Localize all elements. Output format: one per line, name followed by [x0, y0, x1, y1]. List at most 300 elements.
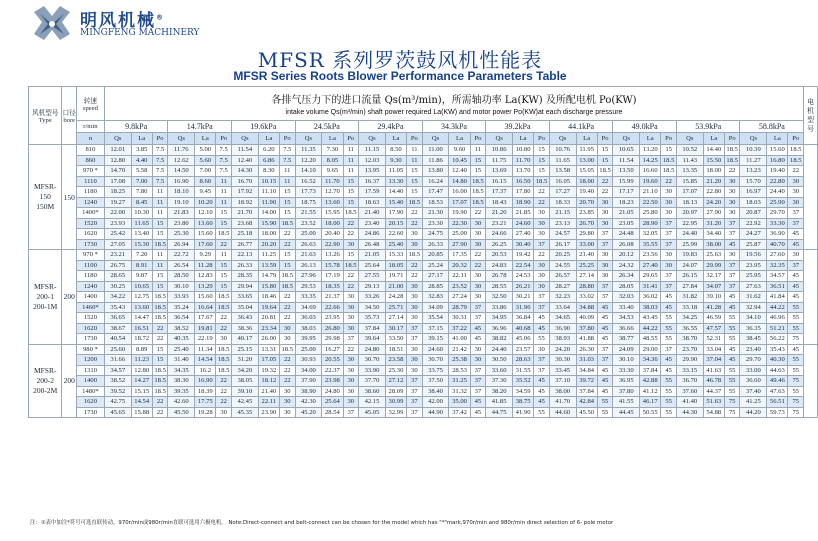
- po-cell: 22: [216, 239, 232, 250]
- po-cell: 37: [788, 218, 804, 229]
- po-cell: 37: [724, 229, 740, 240]
- po-cell: 55: [724, 386, 740, 397]
- la-cell: 27.12: [385, 376, 406, 387]
- qs-cell: 38.30: [168, 376, 195, 387]
- la-cell: 20.32: [449, 260, 470, 271]
- qs-cell: 24.32: [613, 260, 640, 271]
- la-cell: 36.02: [640, 292, 661, 303]
- po-cell: 15: [279, 187, 295, 198]
- qs-cell: 11.65: [549, 155, 576, 166]
- table-row: [29, 302, 818, 313]
- header-pressure: 53.9kPa: [676, 121, 740, 133]
- po-cell: 22: [152, 334, 168, 345]
- po-cell: 15: [152, 281, 168, 292]
- la-cell: 13.60: [195, 218, 216, 229]
- la-cell: 41.28: [703, 302, 724, 313]
- po-cell: 22: [216, 376, 232, 387]
- qs-cell: 41.70: [549, 397, 576, 408]
- po-cell: 37: [788, 208, 804, 219]
- la-cell: 24.20: [703, 197, 724, 208]
- speed-cell: 1400*: [76, 208, 104, 219]
- la-cell: 11.90: [258, 197, 279, 208]
- qs-cell: 22.92: [740, 218, 767, 229]
- qs-cell: 18.03: [740, 197, 767, 208]
- qs-cell: 25.87: [740, 239, 767, 250]
- qs-cell: 29.90: [676, 355, 703, 366]
- po-cell: 18.5: [724, 145, 740, 156]
- la-cell: 12.83: [195, 271, 216, 282]
- po-cell: 18.5: [216, 292, 232, 303]
- model-name-line: 200-1: [36, 291, 54, 301]
- po-cell: 45: [661, 302, 677, 313]
- po-cell: 37: [343, 407, 359, 418]
- po-cell: 15: [152, 229, 168, 240]
- po-cell: 22: [534, 250, 550, 261]
- table-row: [29, 155, 818, 166]
- la-cell: 15.88: [131, 407, 152, 418]
- la-cell: 34.40: [703, 229, 724, 240]
- la-cell: 11.70: [322, 176, 343, 187]
- qs-cell: 25.60: [104, 344, 131, 355]
- qs-cell: 33.60: [486, 365, 513, 376]
- la-cell: 25.38: [449, 355, 470, 366]
- qs-cell: 25.64: [359, 260, 386, 271]
- po-cell: 45: [724, 302, 740, 313]
- qs-cell: 38.52: [104, 376, 131, 387]
- la-cell: 9.29: [195, 250, 216, 261]
- po-cell: 22: [470, 208, 486, 219]
- po-cell: 18.5: [152, 376, 168, 387]
- po-cell: 18.5: [343, 260, 359, 271]
- po-cell: 11: [152, 187, 168, 198]
- header-qs: Qs: [104, 133, 131, 145]
- la-cell: 46.96: [767, 313, 788, 324]
- model-name-line: MFSR-: [33, 365, 57, 375]
- po-cell: 22: [216, 386, 232, 397]
- qs-cell: 36.95: [613, 376, 640, 387]
- po-cell: 22: [661, 176, 677, 187]
- qs-cell: 38.52: [168, 323, 195, 334]
- qs-cell: 21.05: [359, 250, 386, 261]
- qs-cell: 34.10: [740, 313, 767, 324]
- speed-cell: 1730: [76, 334, 104, 345]
- la-cell: 23.58: [385, 355, 406, 366]
- la-cell: 8.45: [131, 197, 152, 208]
- qs-cell: 28.50: [168, 271, 195, 282]
- qs-cell: 25.40: [168, 344, 195, 355]
- po-cell: 18.5: [407, 250, 423, 261]
- qs-cell: 20.87: [740, 208, 767, 219]
- side-blank-cell: [804, 145, 818, 250]
- la-cell: 41.00: [449, 334, 470, 345]
- qs-cell: 23.13: [549, 218, 576, 229]
- speed-cell: 1310: [76, 365, 104, 376]
- po-cell: 22: [279, 239, 295, 250]
- la-cell: 22.11: [258, 397, 279, 408]
- po-cell: 18.5: [788, 155, 804, 166]
- header-la: La: [703, 133, 724, 145]
- qs-cell: 33.90: [359, 365, 386, 376]
- qs-cell: 30.70: [359, 355, 386, 366]
- header-qs: Qs: [168, 133, 195, 145]
- la-cell: 13.29: [195, 281, 216, 292]
- qs-cell: 39.15: [422, 334, 449, 345]
- la-cell: 13.59: [258, 260, 279, 271]
- po-cell: 18.5: [534, 176, 550, 187]
- speed-cell: 1620: [76, 229, 104, 240]
- qs-cell: 38.77: [613, 334, 640, 345]
- qs-cell: 32.23: [549, 292, 576, 303]
- la-cell: 8.60: [195, 176, 216, 187]
- la-cell: 30.21: [513, 292, 534, 303]
- qs-cell: 17.59: [359, 187, 386, 198]
- qs-cell: 21.40: [359, 208, 386, 219]
- po-cell: 37: [597, 292, 613, 303]
- la-cell: 21.10: [640, 187, 661, 198]
- po-cell: 7.5: [216, 166, 232, 177]
- qs-cell: 36.60: [740, 376, 767, 387]
- po-cell: 30: [407, 365, 423, 376]
- la-cell: 11.34: [195, 344, 216, 355]
- la-cell: 31.96: [513, 302, 534, 313]
- header-bore-en: bore: [63, 117, 76, 124]
- po-cell: 15: [152, 355, 168, 366]
- qs-cell: 39.35: [168, 386, 195, 397]
- la-cell: 37.84: [576, 386, 597, 397]
- header-la: La: [385, 133, 406, 145]
- qs-cell: 33.30: [613, 365, 640, 376]
- qs-cell: 18.63: [359, 197, 386, 208]
- la-cell: 37.42: [449, 407, 470, 418]
- la-cell: 13.00: [576, 155, 597, 166]
- la-cell: 38.03: [640, 302, 661, 313]
- la-cell: 7.30: [322, 145, 343, 156]
- la-cell: 33.50: [385, 334, 406, 345]
- bore-cell: 200: [62, 250, 77, 345]
- po-cell: 11: [279, 176, 295, 187]
- la-cell: 9.87: [131, 271, 152, 282]
- po-cell: 37: [724, 271, 740, 282]
- po-cell: 15: [407, 187, 423, 198]
- la-cell: 35.55: [640, 239, 661, 250]
- speed-cell: 970 *: [76, 166, 104, 177]
- po-cell: 15: [343, 197, 359, 208]
- qs-cell: 45.65: [104, 407, 131, 418]
- po-cell: 15: [279, 208, 295, 219]
- po-cell: 15: [343, 250, 359, 261]
- qs-cell: 33.18: [676, 302, 703, 313]
- la-cell: 12.40: [449, 166, 470, 177]
- qs-cell: 12.03: [359, 155, 386, 166]
- po-cell: 37: [597, 239, 613, 250]
- po-cell: 55: [724, 313, 740, 324]
- po-cell: 75: [788, 397, 804, 408]
- qs-cell: 41.55: [613, 397, 640, 408]
- la-cell: 13.30: [385, 176, 406, 187]
- la-cell: 23.57: [513, 344, 534, 355]
- la-cell: 20.40: [322, 229, 343, 240]
- qs-cell: 36.54: [168, 313, 195, 324]
- po-cell: 45: [597, 386, 613, 397]
- speed-cell: 1620: [76, 323, 104, 334]
- po-cell: 30: [279, 397, 295, 408]
- la-cell: 10.30: [131, 208, 152, 219]
- po-cell: 30: [216, 407, 232, 418]
- po-cell: 55: [534, 334, 550, 345]
- la-cell: 43.45: [640, 313, 661, 324]
- la-cell: 34.59: [513, 386, 534, 397]
- po-cell: 11: [152, 260, 168, 271]
- qs-cell: 27.05: [104, 239, 131, 250]
- po-cell: 15: [279, 260, 295, 271]
- la-cell: 15.50: [703, 155, 724, 166]
- header-pressure: 44.1kPa: [549, 121, 613, 133]
- qs-cell: 15.85: [676, 176, 703, 187]
- qs-cell: 10.76: [549, 145, 576, 156]
- la-cell: 17.75: [195, 397, 216, 408]
- la-cell: 41.63: [703, 365, 724, 376]
- qs-cell: 33.75: [422, 365, 449, 376]
- la-cell: 45.06: [513, 334, 534, 345]
- po-cell: 37: [534, 302, 550, 313]
- la-cell: 18.12: [258, 376, 279, 387]
- la-cell: 19.28: [195, 407, 216, 418]
- la-cell: 27.40: [513, 229, 534, 240]
- po-cell: 30: [788, 250, 804, 261]
- la-cell: 25.30: [385, 365, 406, 376]
- qs-cell: 34.00: [295, 365, 322, 376]
- po-cell: 15: [407, 166, 423, 177]
- la-cell: 12.10: [195, 208, 216, 219]
- page-title-en: MFSR Series Roots Blower Performance Parameters Table: [233, 69, 567, 83]
- la-cell: 13.40: [131, 229, 152, 240]
- header-po: Po: [788, 133, 804, 145]
- la-cell: 14.27: [131, 376, 152, 387]
- qs-cell: 32.94: [740, 302, 767, 313]
- la-cell: 18.46: [258, 292, 279, 303]
- po-cell: 37: [470, 302, 486, 313]
- qs-cell: 42.60: [168, 397, 195, 408]
- la-cell: 20.55: [322, 355, 343, 366]
- po-cell: 7.5: [152, 145, 168, 156]
- header-qs: Qs: [231, 133, 258, 145]
- qs-cell: 36.70: [676, 376, 703, 387]
- qs-cell: 18.43: [486, 197, 513, 208]
- qs-cell: 26.77: [231, 239, 258, 250]
- po-cell: 11: [343, 166, 359, 177]
- po-cell: 37: [534, 355, 550, 366]
- qs-cell: 23.95: [740, 260, 767, 271]
- po-cell: 15: [216, 281, 232, 292]
- la-cell: 14.47: [131, 313, 152, 324]
- qs-cell: 24.60: [422, 344, 449, 355]
- header-speed-cn: 转速: [83, 98, 97, 105]
- la-cell: 10.20: [195, 197, 216, 208]
- la-cell: 25.00: [449, 229, 470, 240]
- la-cell: 8.05: [322, 155, 343, 166]
- la-cell: 46.59: [703, 313, 724, 324]
- la-cell: 35.00: [449, 397, 470, 408]
- la-cell: 18.00: [258, 229, 279, 240]
- qs-cell: 30.25: [104, 281, 131, 292]
- header-qs: Qs: [422, 133, 449, 145]
- table-row: [29, 334, 818, 345]
- table-row: [29, 376, 818, 387]
- po-cell: 15: [152, 218, 168, 229]
- la-cell: 11.10: [258, 187, 279, 198]
- po-cell: 45: [788, 229, 804, 240]
- qs-cell: 19.27: [104, 197, 131, 208]
- la-cell: 26.70: [576, 218, 597, 229]
- la-cell: 30.17: [385, 323, 406, 334]
- qs-cell: 33.00: [740, 365, 767, 376]
- po-cell: 30: [279, 334, 295, 345]
- qs-cell: 23.30: [422, 218, 449, 229]
- header-n: n: [76, 133, 104, 145]
- la-cell: 33.02: [576, 292, 597, 303]
- qs-cell: 23.21: [104, 250, 131, 261]
- po-cell: 45: [534, 386, 550, 397]
- po-cell: 30: [534, 208, 550, 219]
- la-cell: 19.64: [258, 302, 279, 313]
- qs-cell: 28.27: [549, 281, 576, 292]
- la-cell: 47.57: [703, 323, 724, 334]
- qs-cell: 25.24: [422, 260, 449, 271]
- po-cell: 37: [407, 323, 423, 334]
- la-cell: 13.20: [640, 145, 661, 156]
- po-cell: 15: [470, 155, 486, 166]
- po-cell: 45: [724, 292, 740, 303]
- po-cell: 18.5: [152, 386, 168, 397]
- qs-cell: 12.40: [231, 155, 258, 166]
- la-cell: 23.90: [258, 407, 279, 418]
- qs-cell: 36.90: [549, 323, 576, 334]
- la-cell: 16.00: [449, 187, 470, 198]
- po-cell: 45: [534, 397, 550, 408]
- qs-cell: 11.54: [613, 155, 640, 166]
- po-cell: 22: [534, 187, 550, 198]
- header-la: La: [640, 133, 661, 145]
- la-cell: 17.80: [513, 187, 534, 198]
- qs-cell: 33.86: [486, 302, 513, 313]
- header-pressure: 29.4kPa: [359, 121, 423, 133]
- qs-cell: 24.55: [549, 260, 576, 271]
- header-speed: [76, 87, 104, 121]
- po-cell: 45: [470, 407, 486, 418]
- po-cell: 37: [470, 313, 486, 324]
- qs-cell: 19.56: [740, 250, 767, 261]
- la-cell: 42.88: [640, 376, 661, 387]
- la-cell: 35.43: [767, 344, 788, 355]
- po-cell: 45: [470, 323, 486, 334]
- qs-cell: 21.55: [295, 208, 322, 219]
- la-cell: 7.00: [195, 166, 216, 177]
- header-po: Po: [597, 133, 613, 145]
- header-po: Po: [152, 133, 168, 145]
- po-cell: 37: [470, 365, 486, 376]
- po-cell: 30: [661, 197, 677, 208]
- la-cell: 21.37: [322, 292, 343, 303]
- po-cell: 18.5: [216, 302, 232, 313]
- la-cell: 25.40: [385, 239, 406, 250]
- po-cell: 18.5: [216, 355, 232, 366]
- po-cell: 18.5: [470, 176, 486, 187]
- la-cell: 4.40: [131, 155, 152, 166]
- qs-cell: 26.17: [549, 239, 576, 250]
- header-pressure: 49.0kPa: [613, 121, 677, 133]
- qs-cell: 24.57: [549, 229, 576, 240]
- po-cell: 55: [788, 302, 804, 313]
- po-cell: 30: [407, 344, 423, 355]
- qs-cell: 16.24: [422, 176, 449, 187]
- po-cell: 11: [152, 197, 168, 208]
- po-cell: 37: [661, 281, 677, 292]
- qs-cell: 21.63: [295, 250, 322, 261]
- po-cell: 7.5: [152, 176, 168, 187]
- la-cell: 12.75: [131, 292, 152, 303]
- la-cell: 33.04: [703, 344, 724, 355]
- po-cell: 37: [597, 344, 613, 355]
- po-cell: 30: [343, 239, 359, 250]
- la-cell: 7.20: [131, 250, 152, 261]
- table-row: [29, 218, 818, 229]
- qs-cell: 38.36: [231, 323, 258, 334]
- speed-cell: 980 *: [76, 344, 104, 355]
- qs-cell: 36.03: [295, 313, 322, 324]
- qs-cell: 29.13: [359, 281, 386, 292]
- la-cell: 17.90: [385, 208, 406, 219]
- qs-cell: 30.10: [168, 281, 195, 292]
- po-cell: 55: [661, 376, 677, 387]
- qs-cell: 35.43: [104, 302, 131, 313]
- qs-cell: 24.09: [613, 344, 640, 355]
- qs-cell: 41.25: [740, 397, 767, 408]
- la-cell: 34.36: [640, 355, 661, 366]
- qs-cell: 33.26: [359, 292, 386, 303]
- qs-cell: 10.52: [676, 145, 703, 156]
- la-cell: 32.17: [703, 271, 724, 282]
- table-row: [29, 271, 818, 282]
- la-cell: 15.60: [195, 229, 216, 240]
- la-cell: 15.40: [385, 197, 406, 208]
- qs-cell: 39.64: [359, 334, 386, 345]
- header-main-en: intake volume Qs(m³/min) shaft power required La(KW) and motor power Po(KW)at each discharge pressure: [285, 109, 623, 116]
- la-cell: 13.31: [258, 344, 279, 355]
- la-cell: 14.40: [385, 187, 406, 198]
- po-cell: 30: [534, 271, 550, 282]
- model-name-line: 150M: [36, 202, 55, 211]
- speed-cell: 1730: [76, 239, 104, 250]
- po-cell: 22: [343, 271, 359, 282]
- la-cell: 23.98: [322, 376, 343, 387]
- header-side: 电机型号: [804, 87, 818, 145]
- header-la: La: [449, 133, 470, 145]
- po-cell: 30: [407, 239, 423, 250]
- qs-cell: 24.75: [422, 229, 449, 240]
- la-cell: 34.84: [576, 365, 597, 376]
- la-cell: 11.28: [195, 260, 216, 271]
- qs-cell: 11.75: [486, 155, 513, 166]
- la-cell: 38.00: [703, 239, 724, 250]
- po-cell: 37: [724, 281, 740, 292]
- header-pressure: 58.8kPa: [740, 121, 804, 133]
- qs-cell: 37.60: [676, 386, 703, 397]
- po-cell: 22: [470, 260, 486, 271]
- po-cell: 45: [788, 292, 804, 303]
- po-cell: 30: [470, 292, 486, 303]
- la-cell: 29.98: [322, 334, 343, 345]
- header-po: Po: [661, 133, 677, 145]
